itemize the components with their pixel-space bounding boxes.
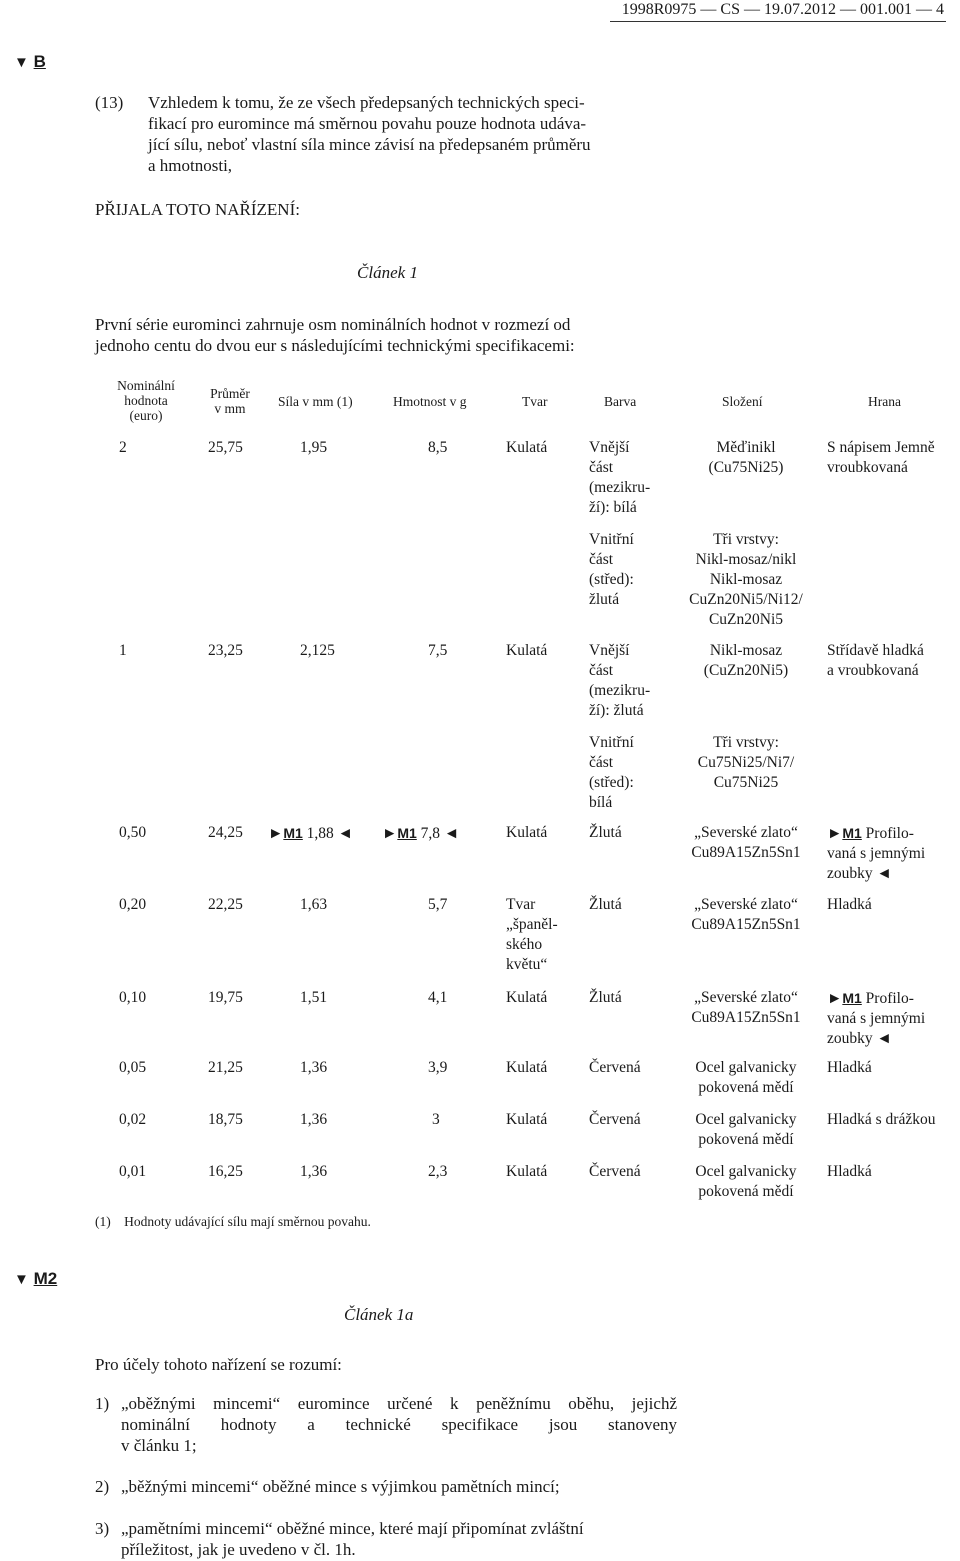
- document-header: 1998R0975 — CS — 19.07.2012 — 001.001 — 4: [610, 0, 946, 22]
- arrow-right-icon: ►: [827, 990, 843, 1007]
- arrow-left-icon: ◄: [876, 865, 892, 882]
- cell-line: CuZn20Ni5/Ni12/: [689, 591, 803, 608]
- article-1-line: První série eurominci zahrnuje osm nominálních hodnot v rozmezí od: [95, 315, 571, 334]
- cell-composition-inner: [676, 530, 816, 630]
- cell-line: Cu89A15Zn5Sn1: [691, 1009, 801, 1026]
- header-line: Nominální: [117, 378, 175, 393]
- triangle-down-icon: ▼: [14, 54, 29, 71]
- footnote-text: Hodnoty udávající sílu mají směrnou povahu.: [124, 1214, 371, 1229]
- cell-line: Vnitřní: [589, 531, 634, 548]
- cell-color: Žlutá: [589, 896, 622, 913]
- cell-diameter: 16,25: [208, 1163, 243, 1180]
- cell-mass: 3,9: [428, 1059, 448, 1076]
- amendment-marker-m2: [14, 1269, 57, 1289]
- cell-edge: Hladká: [827, 1163, 872, 1180]
- cell-diameter: 22,25: [208, 896, 243, 913]
- list-item-number: 3): [95, 1519, 110, 1538]
- marker-label: B: [33, 52, 46, 71]
- list-item-line: příležitost, jak je uvedeno v čl. 1h.: [121, 1540, 356, 1559]
- cell-line: (Cu75Ni25): [708, 459, 784, 476]
- amendment-marker-b: [14, 52, 46, 72]
- cell-line: část: [589, 551, 614, 568]
- cell-line: zoubky: [827, 865, 873, 882]
- cell-line: Tři vrstvy:: [713, 734, 779, 751]
- header-composition: Složení: [722, 394, 763, 409]
- cell-line: CuZn20Ni5: [708, 611, 784, 628]
- arrow-left-icon: ◄: [443, 825, 460, 842]
- cell-line: (CuZn20Ni5): [703, 662, 789, 679]
- cell-mass: [382, 823, 459, 844]
- cell-nominal: 0,20: [119, 896, 147, 913]
- cell-line: Profilo-: [865, 825, 914, 842]
- force-value: 1,88: [306, 825, 334, 842]
- cell-color: Červená: [589, 1059, 641, 1076]
- cell-mass: 4,1: [428, 989, 448, 1006]
- arrow-right-icon: ►: [268, 825, 284, 842]
- cell-shape: Kulatá: [506, 439, 548, 456]
- cell-line: Cu75Ni25: [713, 774, 779, 791]
- recital-text: [148, 92, 708, 176]
- header-mass: Hmotnost v g: [393, 394, 467, 409]
- cell-line: žlutá: [589, 591, 620, 608]
- cell-color: Žlutá: [589, 989, 622, 1006]
- cell-color-inner: [589, 733, 634, 813]
- cell-nominal: 2: [119, 439, 127, 456]
- recital-line: a hmotnosti,: [148, 156, 233, 175]
- cell-shape: Kulatá: [506, 989, 548, 1006]
- article-1-line: jednoho centu do dvou eur s následujícími technickými specifikacemi:: [95, 336, 575, 355]
- cell-line: část: [589, 754, 614, 771]
- cell-shape: Kulatá: [506, 1059, 548, 1076]
- cell-line: vaná s jemnými: [827, 845, 926, 862]
- cell-line: vroubkovaná: [827, 459, 908, 476]
- cell-line: Vnější: [589, 642, 630, 659]
- cell-edge: [827, 823, 957, 884]
- cell-line: Cu75Ni25/Ni7/: [697, 754, 795, 771]
- header-edge: Hrana: [868, 394, 901, 409]
- cell-line: „Severské zlato“: [694, 824, 798, 841]
- cell-shape: Kulatá: [506, 642, 548, 659]
- article-1a-intro: Pro účely tohoto nařízení se rozumí:: [95, 1355, 342, 1374]
- list-item-line: v článku 1;: [121, 1436, 197, 1455]
- arrow-left-icon: ◄: [337, 825, 354, 842]
- cell-force: 1,36: [300, 1111, 328, 1128]
- triangle-down-icon: ▼: [14, 1271, 29, 1288]
- cell-composition: [676, 1058, 816, 1098]
- cell-diameter: 23,25: [208, 642, 243, 659]
- list-item-number: 2): [95, 1477, 110, 1496]
- cell-line: „španěl-: [506, 916, 558, 933]
- cell-edge: Hladká: [827, 1059, 872, 1076]
- cell-nominal: 0,01: [119, 1163, 147, 1180]
- cell-color-outer: [589, 641, 650, 721]
- cell-mass: 5,7: [428, 896, 448, 913]
- header-line: v mm: [214, 401, 246, 416]
- cell-line: „Severské zlato“: [694, 896, 798, 913]
- recital-line: Vzhledem k tomu, že ze všech předepsaných technických speci-: [148, 93, 585, 112]
- cell-composition: [676, 1162, 816, 1202]
- cell-nominal: 0,05: [119, 1059, 147, 1076]
- cell-composition: [676, 988, 816, 1028]
- cell-line: Nikl-mosaz: [709, 642, 783, 659]
- cell-diameter: 24,25: [208, 824, 243, 841]
- cell-composition: [676, 1110, 816, 1150]
- list-item-line: „oběžnými mincemi“ euromince určené k peněžnímu oběhu, jejichž: [121, 1394, 677, 1413]
- cell-composition-outer: [676, 438, 816, 478]
- cell-edge: [827, 988, 957, 1049]
- cell-force: 1,95: [300, 439, 328, 456]
- cell-line: Profilo-: [865, 990, 914, 1007]
- cell-shape: [506, 895, 558, 975]
- cell-edge: Hladká s drážkou: [827, 1111, 936, 1128]
- cell-mass: 7,5: [428, 642, 448, 659]
- cell-composition-outer: [676, 641, 816, 681]
- cell-line: ží): bílá: [589, 499, 637, 516]
- list-item-line: „pamětními mincemi“ oběžné mince, které mají připomínat zvláštní: [121, 1519, 584, 1538]
- list-item-line: „běžnými mincemi“ oběžné mince s výjimkou pamětních mincí;: [121, 1477, 560, 1496]
- cell-shape: Kulatá: [506, 824, 548, 841]
- cell-line: S nápisem Jemně: [827, 439, 935, 456]
- table-footnote: [95, 1213, 371, 1230]
- cell-line: Ocel galvanicky: [695, 1163, 797, 1180]
- header-force: Síla v mm (1): [278, 394, 353, 409]
- header-line: Průměr: [210, 386, 250, 401]
- list-item-number: 1): [95, 1394, 110, 1413]
- amendment-link-m1[interactable]: M1: [283, 825, 303, 841]
- cell-line: Ocel galvanicky: [695, 1111, 797, 1128]
- header-color: Barva: [604, 394, 637, 409]
- cell-force: 1,51: [300, 989, 328, 1006]
- cell-line: (střed):: [589, 571, 634, 588]
- cell-edge: [827, 438, 935, 478]
- cell-line: (mezikru-: [589, 682, 651, 699]
- cell-edge: Hladká: [827, 896, 872, 913]
- cell-line: a vroubkovaná: [827, 662, 919, 679]
- cell-line: (mezikru-: [589, 479, 651, 496]
- cell-composition: [676, 823, 816, 863]
- cell-line: (střed):: [589, 774, 634, 791]
- cell-force: 1,36: [300, 1059, 328, 1076]
- cell-diameter: 21,25: [208, 1059, 243, 1076]
- cell-nominal: 1: [119, 642, 127, 659]
- cell-line: „Severské zlato“: [694, 989, 798, 1006]
- cell-line: Střídavě hladká: [827, 642, 924, 659]
- list-item: [121, 1393, 677, 1456]
- amendment-link-m1[interactable]: M1: [842, 990, 862, 1006]
- cell-force: 1,63: [300, 896, 328, 913]
- cell-line: Nikl-mosaz: [709, 571, 783, 588]
- cell-mass: 3: [432, 1111, 440, 1128]
- recital-number: (13): [95, 93, 124, 112]
- cell-line: část: [589, 662, 614, 679]
- cell-line: vaná s jemnými: [827, 1010, 926, 1027]
- cell-line: ží): žlutá: [589, 702, 644, 719]
- header-shape: Tvar: [522, 394, 548, 409]
- cell-line: ského: [506, 936, 543, 953]
- amendment-link-m1[interactable]: M1: [397, 825, 417, 841]
- adopted-statement: PŘIJALA TOTO NAŘÍZENÍ:: [95, 200, 300, 219]
- list-item: [121, 1518, 584, 1560]
- cell-line: Cu89A15Zn5Sn1: [691, 844, 801, 861]
- cell-line: pokovená mědí: [698, 1183, 794, 1200]
- article-1a-title: Článek 1a: [344, 1305, 414, 1324]
- header-line: (euro): [129, 408, 163, 423]
- header-line: hodnota: [124, 393, 168, 408]
- article-1-text: [95, 314, 575, 356]
- cell-shape: Kulatá: [506, 1111, 548, 1128]
- cell-nominal: 0,02: [119, 1111, 147, 1128]
- cell-line: bílá: [589, 794, 613, 811]
- header-nominal: [103, 378, 189, 423]
- cell-composition: [676, 895, 816, 935]
- cell-diameter: 18,75: [208, 1111, 243, 1128]
- cell-line: Nikl-mosaz/nikl: [695, 551, 797, 568]
- list-item: [121, 1476, 560, 1497]
- cell-line: pokovená mědí: [698, 1079, 794, 1096]
- cell-line: Měďinikl: [716, 439, 776, 456]
- article-1-title: Článek 1: [357, 263, 418, 282]
- mass-value: 7,8: [420, 825, 441, 842]
- cell-force: 2,125: [300, 642, 335, 659]
- cell-force: [268, 823, 353, 844]
- cell-color-outer: [589, 438, 650, 518]
- marker-label[interactable]: M2: [33, 1269, 58, 1288]
- cell-line: Vnější: [589, 439, 630, 456]
- recital-line: fikací pro euromince má směrnou povahu pouze hodnota udáva-: [148, 114, 587, 133]
- footnote-mark: (1): [95, 1214, 111, 1229]
- cell-line: část: [589, 459, 614, 476]
- cell-color: Červená: [589, 1111, 641, 1128]
- cell-color: Červená: [589, 1163, 641, 1180]
- cell-line: Ocel galvanicky: [695, 1059, 797, 1076]
- cell-nominal: 0,10: [119, 989, 147, 1006]
- cell-force: 1,36: [300, 1163, 328, 1180]
- list-item-line: nominální hodnoty a technické specifikace jsou stanoveny: [121, 1415, 677, 1434]
- cell-shape: Kulatá: [506, 1163, 548, 1180]
- cell-edge: [827, 641, 924, 681]
- cell-line: Cu89A15Zn5Sn1: [691, 916, 801, 933]
- amendment-link-m1[interactable]: M1: [842, 825, 862, 841]
- cell-nominal: 0,50: [119, 824, 147, 841]
- cell-line: Vnitřní: [589, 734, 634, 751]
- cell-line: pokovená mědí: [698, 1131, 794, 1148]
- recital-line: jící sílu, neboť vlastní síla mince závisí na předepsaném průměru: [148, 135, 591, 154]
- cell-color-inner: [589, 530, 634, 610]
- cell-mass: 2,3: [428, 1163, 448, 1180]
- cell-line: Tvar: [506, 896, 536, 913]
- cell-composition-inner: [676, 733, 816, 793]
- cell-diameter: 19,75: [208, 989, 243, 1006]
- cell-mass: 8,5: [428, 439, 448, 456]
- arrow-right-icon: ►: [382, 825, 398, 842]
- cell-color: Žlutá: [589, 824, 622, 841]
- arrow-left-icon: ◄: [876, 1030, 892, 1047]
- cell-line: Tři vrstvy:: [713, 531, 779, 548]
- cell-line: květu“: [506, 956, 548, 973]
- cell-diameter: 25,75: [208, 439, 243, 456]
- header-diameter: [198, 386, 262, 416]
- cell-line: zoubky: [827, 1030, 873, 1047]
- arrow-right-icon: ►: [827, 825, 843, 842]
